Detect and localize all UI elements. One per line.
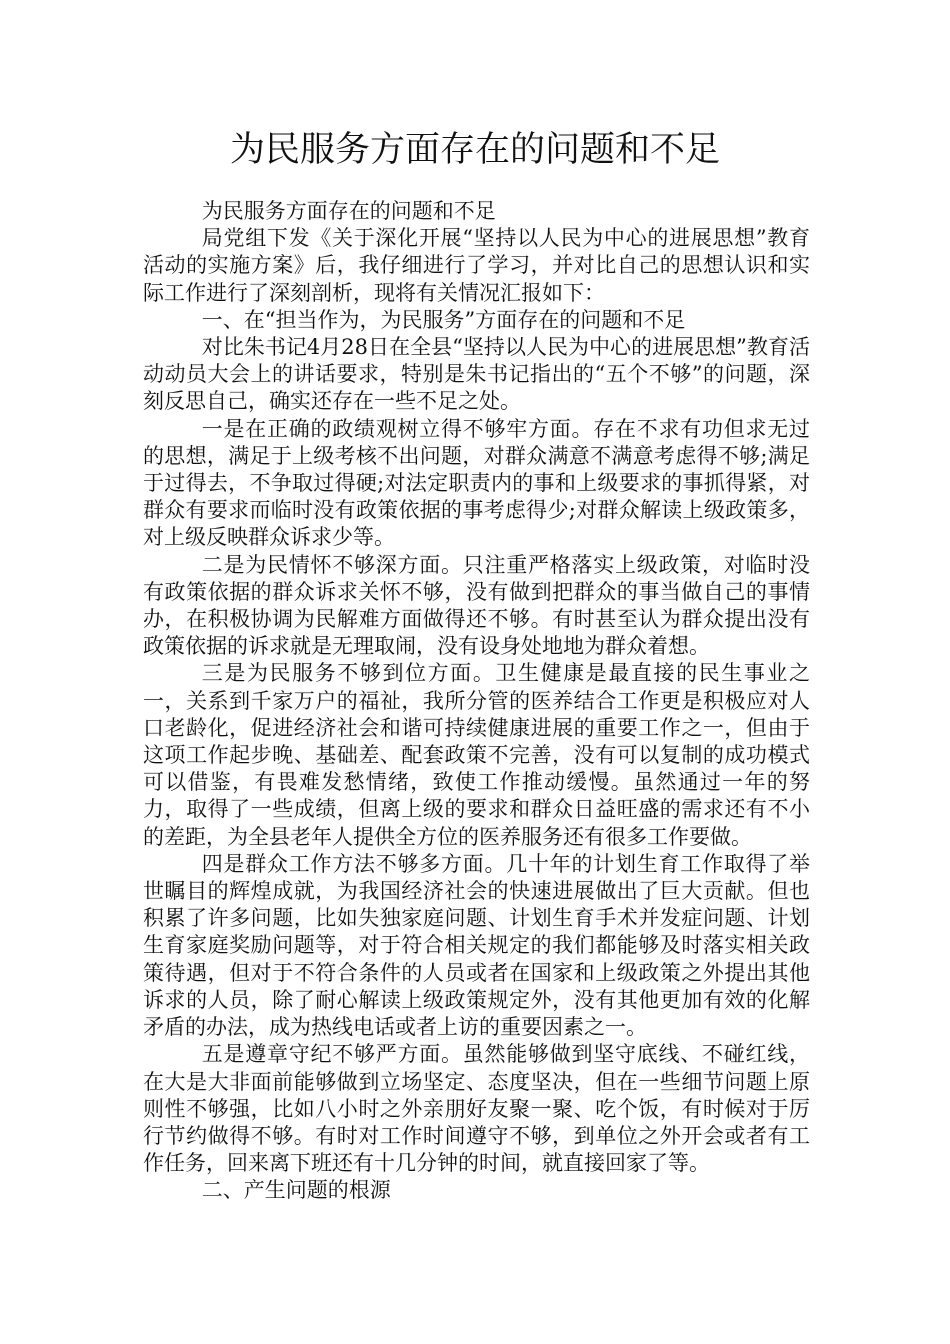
paragraph-intro: 局党组下发《关于深化开展“坚持以人民为中心的进展思想”教育活动的实施方案》后，我仔细进行了学习，并对比自己的思想认识和实际工作进行了深刻剖析，现将有关情况汇报如下： [143, 226, 810, 305]
paragraph-reflection: 对比朱书记4月28日在全县“坚持以人民为中心的进展思想”教育活动动员大会上的讲话要求，特别是朱书记指出的“五个不够”的问题，深刻反思自己，确实还存在一些不足之处。 [143, 335, 810, 414]
section-heading-2: 二、产生问题的根源 [201, 1178, 391, 1203]
paragraph-point-2: 二是为民情怀不够深方面。只注重严格落实上级政策，对临时没有政策依据的群众诉求关怀不够，没有做到把群众的事当做自己的事情办，在积极协调为民解难方面做得还不够。有时甚至认为群众提出没有政策依据的诉求就是无理取闹，没有设身处地地为群众着想。 [143, 552, 810, 659]
paragraph-point-3: 三是为民服务不够到位方面。卫生健康是最直接的民生事业之一，关系到千家万户的福祉，我所分管的医养结合工作更是积极应对人口老龄化，促进经济社会和谐可持续健康进展的重要工作之一，但由于这项工作起步晚、基础差、配套政策不完善，没有可以复制的成功模式可以借鉴，有畏难发愁情绪，致使工作推动缓慢。虽然通过一年的努力，取得了一些成绩，但离上级的要求和群众日益旺盛的需求还有不小的差距，为全县老年人提供全方位的医养服务还有很多工作要做。 [143, 661, 810, 849]
paragraph-point-4: 四是群众工作方法不够多方面。几十年的计划生育工作取得了举世瞩目的辉煌成就，为我国经济社会的快速进展做出了巨大贡献。但也积累了许多问题，比如失独家庭问题、计划生育手术并发症问题、计划生育家庭奖励问题等，对于符合相关规定的我们都能够及时落实相关政策待遇，但对于不符合条件的人员或者在国家和上级政策之外提出其他诉求的人员，除了耐心解读上级政策规定外，没有其他更加有效的化解矛盾的办法，成为热线电话或者上访的重要因素之一。 [143, 851, 810, 1040]
paragraph-point-5: 五是遵章守纪不够严方面。虽然能够做到坚守底线、不碰红线，在大是大非面前能够做到立场坚定、态度坚决，但在一些细节问题上原则性不够强，比如八小时之外亲朋好友聚一聚、吃个饭，有时候对于厉行节约做得不够。有时对工作时间遵守不够，到单位之外开会或者有工作任务，回来离下班还有十几分钟的时间，就直接回家了等。 [143, 1042, 810, 1176]
section-heading-1: 一、在“担当作为，为民服务”方面存在的问题和不足 [201, 307, 686, 332]
paragraph-point-1: 一是在正确的政绩观树立得不够牢方面。存在不求有功但求无过的思想，满足于上级考核不出问题，对群众满意不满意考虑得不够;满足于过得去，不争取过得硬;对法定职责内的事和上级要求的事抓得紧，对群众有要求而临时没有政策依据的事考虑得少;对群众解读上级政策多，对上级反映群众诉求少等。 [143, 416, 810, 550]
paragraph-subtitle: 为民服务方面存在的问题和不足 [201, 199, 496, 223]
document-title: 为民服务方面存在的问题和不足 [229, 130, 720, 170]
document-body [143, 198, 810, 1205]
